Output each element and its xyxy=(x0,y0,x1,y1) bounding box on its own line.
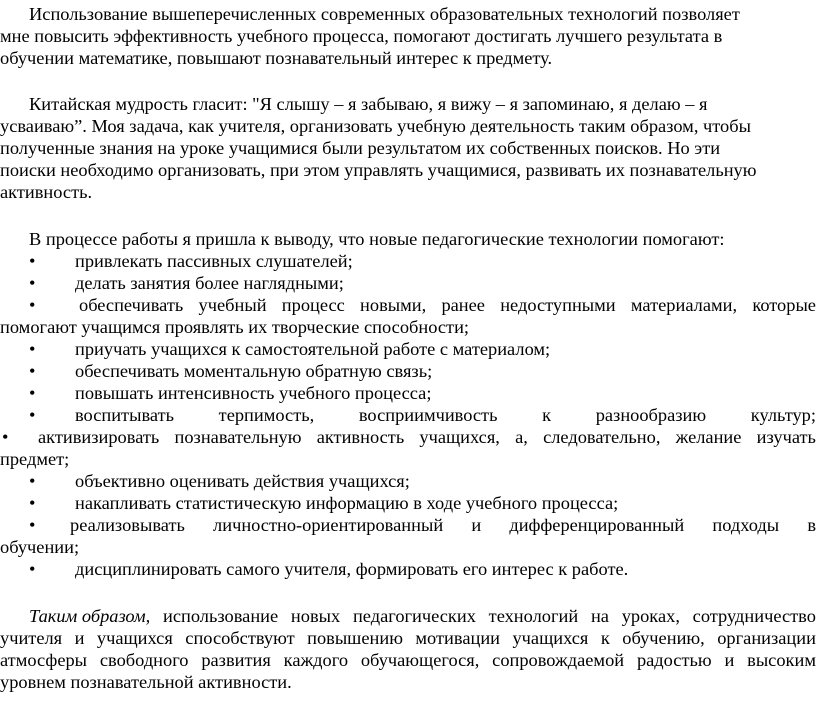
paragraph-1-line-3: обучении математике, повышают познавательный интерес к предмету. xyxy=(0,48,553,68)
bullet-marker: • xyxy=(2,427,9,447)
paragraph-4-line-2 xyxy=(0,627,816,649)
word: обучающегося, xyxy=(360,650,480,670)
bullet-marker: • xyxy=(29,471,36,491)
list-item-text: накапливать статистическую информацию в ходе учебного процесса; xyxy=(75,493,619,513)
list-item-text xyxy=(79,294,816,316)
word: свободного xyxy=(99,650,189,670)
word: на xyxy=(590,606,609,626)
list-item xyxy=(0,492,816,514)
paragraph-4-line-2-text xyxy=(0,627,816,649)
word: процесс xyxy=(281,295,345,315)
paragraph-1-line-1: Использование вышеперечисленных современных образовательных технологий позволяет xyxy=(29,4,740,24)
bullet-marker: • xyxy=(29,251,36,271)
list-item-continuation: обучении; xyxy=(0,537,80,557)
list-item-text xyxy=(38,426,816,448)
paragraph-2-line-4: поиски необходимо организовать, при этом управлять учащимися, развивать их познавательную xyxy=(0,160,757,180)
bullet-marker: • xyxy=(29,405,36,425)
word: сотрудничество xyxy=(692,606,816,626)
bullet-marker: • xyxy=(29,515,36,535)
word: педагогических xyxy=(352,606,476,626)
list-item-text: обеспечивать моментальную обратную связь; xyxy=(75,361,433,381)
paragraph-4-line-1-text xyxy=(29,605,816,627)
list-item xyxy=(0,294,816,316)
list-item xyxy=(0,360,816,382)
bullet-marker: • xyxy=(29,559,36,579)
word: учащихся xyxy=(512,628,589,648)
word: технологий xyxy=(488,606,579,626)
list-item-continuation: предмет; xyxy=(0,449,70,469)
list-item xyxy=(0,338,816,360)
word: развития xyxy=(201,650,271,670)
paragraph-4-line-3 xyxy=(0,649,816,671)
word: радостью xyxy=(636,650,712,670)
list-item xyxy=(0,250,816,272)
word: изучать xyxy=(756,427,816,447)
word: и xyxy=(724,650,735,670)
paragraph-4-line-4: уровнем познавательной активности. xyxy=(0,672,292,692)
word: в xyxy=(807,515,816,535)
word: к xyxy=(542,405,552,425)
word: атмосферы xyxy=(0,650,88,670)
word: уроках, xyxy=(621,606,680,626)
list-item xyxy=(0,558,816,580)
word: новых xyxy=(290,606,341,626)
word: сопровождаемой xyxy=(492,650,625,670)
bullet-marker: • xyxy=(29,493,36,513)
word: новыми, xyxy=(360,295,427,315)
bullet-marker: • xyxy=(29,383,36,403)
list-item-text: привлекать пассивных слушателей; xyxy=(75,251,353,271)
bullet-marker: • xyxy=(29,361,36,381)
list-item-text xyxy=(75,404,816,426)
word: подходы xyxy=(712,515,780,535)
list-item-continuation: помогают учащимся проявлять их творческие способности; xyxy=(0,317,470,337)
list-item-text: делать занятия более наглядными; xyxy=(75,273,344,293)
paragraph-4-line-3-text xyxy=(0,649,816,671)
word: культур; xyxy=(750,405,816,425)
word: активность xyxy=(316,427,405,447)
word: способствуют xyxy=(185,628,295,648)
word: следовательно, xyxy=(543,427,661,447)
word: учебный xyxy=(198,295,267,315)
list-item xyxy=(0,426,816,448)
list-item-text: дисциплинировать самого учителя, формировать его интерес к работе. xyxy=(75,559,629,579)
word: личностно-ориентированный xyxy=(213,515,444,535)
word: желание xyxy=(675,427,742,447)
word: обучению, xyxy=(622,628,705,648)
paragraph-2-line-3: полученные знания на уроке учащимися были результатом их собственных поисков. Но эти xyxy=(0,138,721,158)
list-item xyxy=(0,382,816,404)
paragraph-1-line-2: мне повысить эффективность учебного процесса, помогают достигать лучшего результата в xyxy=(0,26,723,46)
paragraph-4-line-1 xyxy=(0,605,816,627)
word: учащихся, xyxy=(419,427,500,447)
word: учащихся xyxy=(96,628,173,648)
bullet-marker: • xyxy=(29,273,36,293)
list-item xyxy=(0,514,816,536)
word: материалами, xyxy=(630,295,738,315)
word: восприимчивость xyxy=(358,405,498,425)
word: повышению xyxy=(307,628,403,648)
paragraph-3-intro: В процессе работы я пришла к выводу, что новые педагогические технологии помогают: xyxy=(29,229,725,249)
word: и xyxy=(74,628,85,648)
word: воспитывать xyxy=(75,405,175,425)
list-item-text: приучать учащихся к самостоятельной работе с материалом; xyxy=(75,339,551,359)
word: дифференцированный xyxy=(509,515,685,535)
list-item-text xyxy=(70,514,816,536)
word: учителя xyxy=(0,628,63,648)
word: ранее xyxy=(441,295,485,315)
word: каждого xyxy=(283,650,349,670)
word: а, xyxy=(515,427,528,447)
word: использование xyxy=(163,606,279,626)
word: разнообразию xyxy=(595,405,707,425)
word: недоступными xyxy=(500,295,616,315)
list-item-text: объективно оценивать действия учащихся; xyxy=(75,471,410,491)
paragraph-2-line-5: активность. xyxy=(0,182,93,202)
bullet-marker: • xyxy=(29,295,36,315)
list-item xyxy=(0,272,816,294)
word: и xyxy=(471,515,482,535)
word: познавательную xyxy=(174,427,302,447)
word: которые xyxy=(752,295,816,315)
word: терпимость, xyxy=(218,405,315,425)
paragraph-2-line-2: усваиваю”. Моя задача, как учителя, организовать учебную деятельность таким образом, чтобы xyxy=(0,116,751,136)
word: обеспечивать xyxy=(79,295,184,315)
word: активизировать xyxy=(38,427,160,447)
paragraph-4-lead xyxy=(29,605,150,627)
list-item xyxy=(0,470,816,492)
word: высоким xyxy=(747,650,816,670)
paragraph-2-line-1: Китайская мудрость гласит: "Я слышу – я забываю, я вижу – я запоминаю, я делаю – я xyxy=(29,94,708,114)
word: реализовывать xyxy=(70,515,185,535)
word: мотивации xyxy=(415,628,501,648)
list-item xyxy=(0,404,816,426)
word: к xyxy=(600,628,610,648)
list-item-text: повышать интенсивность учебного процесса; xyxy=(75,383,432,403)
italic-phrase: Таким образом, xyxy=(29,606,151,626)
bullet-marker: • xyxy=(29,339,36,359)
word: организации xyxy=(717,628,816,648)
